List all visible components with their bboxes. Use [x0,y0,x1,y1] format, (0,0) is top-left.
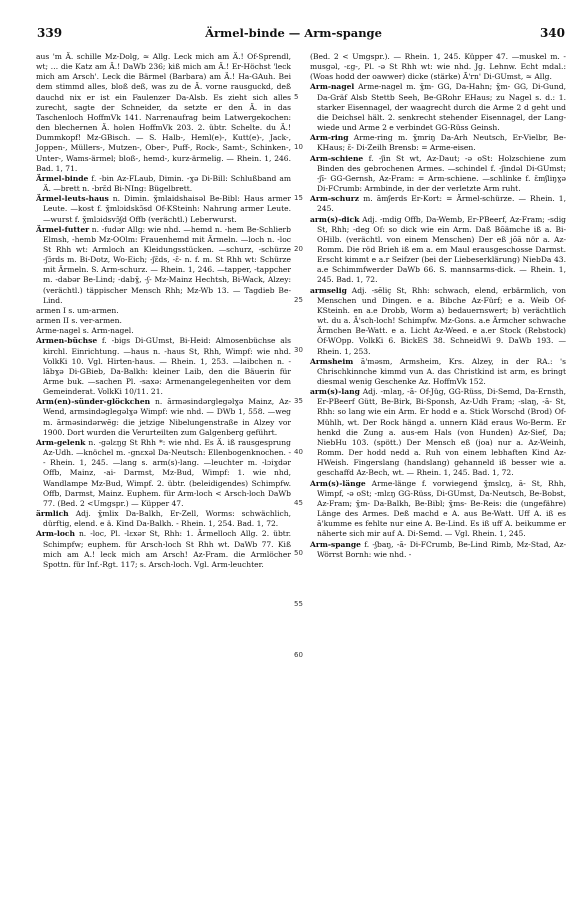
dictionary-entry [36,52,291,174]
dictionary-entry [36,194,291,224]
entry-text: aus 'm Ä. schille Mz-Dolg, ≃ Allg. Leck mich am Ä.! Of-Sprendl, wt; … die Katz am Ä.! DaWb 236; kiß mich am Ä.! Er-Höchst 'leck mich am Arsch'. Leck die Bärmel (Barbara) am Ä.! Ha-GAuh. Bei dem stimmd alles, bloß deß, was zu de Ä. vorne rausguckd, deß dauchd nix er ist ein Faulenzer Da-Alsb. Es zieht sich alles zurecht, sagte der Schneider, da setzte er den Ä. in das Taschenloch HoffmVk 141. Narrenaufrag beim Latwergekochen: den blechernen Ä. holen HoffmVk 203. 2. übtr. Schelte. du Ä.! Dummkopf! Mz-GBisch. — S. Halb-, Heml(e)-, Kutt(e)-, Jack-, Joppen-, Müllers-, Mutzen-, Ober-, Puff-, Rock-, Samt-, Schinken-, Unter-, Wams-ärmel; bloß-, hemd-, kurz-ärmelig. — Rhein. 1, 246. Bad. 1, 71. [36,52,291,173]
entry-text: n. Dimin. ɣ̄mlaidshaisəl Be-Bibl: Haus armer Leute. —kost f. ɣ̄mlɔidskɔ̄sd Of-KSteinh: Nahrung armer Leute. —wurst f. ɣ̄mlɔidsvɔ̄ʃd Offb (verächtl.) Leberwurst. [43,194,291,224]
dictionary-entry [310,133,566,153]
entry-text: Adj. -sēliç St, Rhh: schwach, elend, erbärmlich, von Menschen und Dingen. e a. Bibche Az-Fürf; e a. Weib Of-KSteinh. en a.e Drobb, Worm a) bedauernswert; b) verächtlich wt. du a. Ä'sch-loch! Schimpfw. Mz-Gons. a.e Ärmcher schwache Ärmchen Be-Watt. e a. Licht Az-Weed. e a.er Stock (Rebstock) Of-WOpp. VolkKi 6. BickES 38. SchneidWi 9. DaWb 193. — Rhein. 1, 253. [317,285,566,356]
page-number-left: 339 [37,26,63,40]
dictionary-entry [36,438,291,509]
right-column [310,52,566,560]
dictionary-entry [310,387,566,478]
dictionary-entry [36,174,291,194]
line-number: 10 [294,143,303,152]
dictionary-entry [36,326,291,336]
dictionary-entry [36,306,291,316]
entry-headword: Arm-ring [310,133,349,143]
entry-text: Adj. -mlaŋ, -ā- Of-Jüg, GG-Rüss, Di-Semd, Da-Ernsth, Er-PBeerf Gütt, Be-Birk, Bi-Sponsh, Az-Udh Fram; -slaŋ, -ā- St, Rhh: so lang wie ein Arm. Er hodd e a. Stick Worschd (Brod) Of-Mühlh, wt. Der Rock hängd a. unnern Kläd eraus Wo-Berm. Er henkd die Zung a. aus-em Hals (von Hunden) Az-Sief, Da; NiebHu 103. (spött.) Der Mensch eß (joa) nur a. Az-Weinh, Romm. Der hodd nedd a. Ruh von einem lebhaften Kind Az-HWeish. Fingerslang (handslang) gehanneld iß besser wie a. geschaffd Az-Bech, wt. — Rhein. 1, 245. Bad. 1, 72. [317,387,566,478]
entry-text: Arme-nagel m. ɣ̄m- GG, Da-Hahn; ɣ̄m- GG, Di-Gund, Da-Gräf Alsb Stettb Seeh, Be-GRohr EHaus; zu Nagel s. d.: 1. starker Eisennagel, der waagrecht durch die Arme 2 d geht und die Deichsel hält. 2. senkrecht stehender Eisennagel, der Lang-wiede und Arme 2 e verbindet GG-Rüss Geinsh. [317,82,566,133]
dictionary-entry [310,154,566,195]
entry-text: Adj. -mdig Offb, Da-Wemb, Er-PBeerf, Az-Fram; -sdig St, Rhh; -deg Of: so dick wie ein Arm. Daß Bōämche iß a. Bi-OHilb. (verächtl. von einem Menschen) Der eß jōā nör a. Az-Romm. Die röd Brieh iß em a. em Maul erausgeschosse Darmst. Erscht kimmt e a.r Seifzer (bei der Liebeserklärung) NiebDa 43. a.e Schimmfwerder DaWb 66. S. mannsarms-dick. — Rhein. 1, 245. Bad. 1, 72. [317,214,566,285]
entry-text: f. -bin Az-FLaub, Dimin. -ɣə Di-Bill: Schlußband am Ä. —brett n. -brɛ̄d Bi-NIng: Bügelbrett. [43,173,291,194]
dictionary-entry [36,529,291,570]
entry-text: f. -ʃin St wt, Az-Daut; -ə oSt: Holzschiene zum Binden des gebrochenen Armes. —schindel f. -ʃindəl Di-GUmst; -ʃī- GG-Gernsh, Az-Fram: = Arm-schiene. —schlinke f. ɛ̄mʃliŋɣə Di-FCrumb: Armbinde, in der der verletzte Arm ruht. [317,153,566,194]
entry-text: f. -bigs Di-GUmst, Bi-Heid: Almosenbüchse als kirchl. Einrichtung. —haus n. -haus St, Rhh, Wimpf: wie nhd. VolkKi 10. Vgl. Hirten-haus. — Rhein. 1, 253. —laibchen n. -lābɣə Di-GBieb, Da-Balkh: kleiner Laib, den die Bäuerin für Arme buk. —sachen Pl. -saxə: Armenangelegenheiten vor dem Gemeinderat. VolkKi 10/11. 21. [43,336,291,397]
page-number-right: 340 [539,26,565,40]
entry-headword: arm(s)-dick [310,214,360,224]
entry-text: armen II s. ver-armen. [36,316,122,326]
entry-text: armen I s. um-armen. [36,305,119,315]
left-column [36,52,291,570]
entry-text: n. ārməsindərglegəlɣə Mainz, Az-Wend, armsindəglegəlɣə Wimpf: wie nhd. — DWb 1, 558. —weg m. ārməsindərwēg: die jetzige Nibelungenstraße in Alzey vor 1900. Dort wurden die Verurteilten zum Galgenberg geführt. [43,397,291,437]
line-number: 55 [294,600,303,609]
entry-text: ā'məsm, Armsheim, Krs. Alzey, in der RA.: 's Chrischkinnche kimmd vun A. das Christkind ist arm, es bringt diesmal wenig Geschenke Az. HoffmVk 152. [317,356,566,386]
entry-headword: arm(s)-lang [310,387,360,397]
entry-text: Arme-ring m. ɣ̄mriŋ Da-Arh Neutsch, Er-Vielbr, Be-KHaus; ɛ̄- Di-Zeilh Brensb: = Arme-eisen. [317,133,566,153]
entry-text: f. -ʃbaŋ, -ā- Di-FCrumb, Be-Lind Rimb, Mz-Stad, Az-Wörrst Bornh: wie nhd. - [317,539,566,559]
entry-headword: Ärmel-leuts-haus [36,194,109,204]
entry-headword: Arm-loch [36,529,75,539]
entry-text: n. -loc, Pl. -lɛxər St, Rhh: 1. Ärmelloch Allg. 2. übtr. Schimpfw; euphem. für Arsch-loch St Rhh wt. DaWb 77. Kiß mich am A.! leck mich am Arsch! Az-Fram. die Armlöcher Spottn. für Inf.-Rgt. 117; s. Arsch-loch. Vgl. Arm-leuchter. [43,529,291,569]
page-header [0,26,587,42]
entry-headword: Arm-schiene [310,153,364,163]
entry-text: Arme-länge f. vorwiegend ɣ̄mslɛŋ, ā- St, Rhh, Wimpf, -ə oSt; -mlɛŋ GG-Rüss, Di-GUmst, Da-Neutsch, Be-Bobst, Az-Fram; ɣ̄m- Da-Balkh, Be-Bibl; ɣ̄ms- Be-Reis: die (ungefähre) Länge des Armes. Deß machd e A. aus Be-Watt. Uff A. iß es ā'kumme es fehlte nur eine A. Be-Lind. Es iß uff A. beikumme er näherte sich mir auf A. Di-Semd. — Vgl. Rhein. 1, 245. [317,478,566,539]
entry-headword: Armen-büchse [36,336,98,346]
dictionary-entry [310,286,566,357]
entry-headword: Arm-schurz [310,194,360,204]
line-number: 15 [294,194,303,203]
dictionary-entry [310,540,566,560]
running-title: Ärmel-binde — Arm-spange [205,26,382,40]
entry-text: Adj. ɣ̄mlix Da-Balkh, Er-Zell, Worms: schwächlich, dürftig, elend. e ä. Kind Da-Balkh. - Rhein. 1, 254. Bad. 1, 72. [43,509,291,529]
entry-text: (Bed. 2 < Umgspr.). — Rhein. 1, 245. Küpper 47. —muskel m. -musgəl, -ɛg-, Pl. -ə St Rhh wt: wie nhd. Jg. Lehnw. Echt mdal.: (Woas hodd der oawwer) dicke (stärke) Ā'rn' Di-GUmst, ≃ Allg. [310,52,566,82]
line-number: 60 [294,650,303,659]
line-number: 50 [294,549,303,558]
entry-headword: Arm-gelenk [36,437,86,447]
dictionary-entry [36,316,291,326]
entry-text: n. -gəlɛŋg St Rhh *: wie nhd. Es Ä. iß rausgesprung Az-Udh. —knöchel m. -gnɛxəl Da-Neutsch: Ellenbogenknochen. - - Rhein. 1, 245. —lang s. arm(s)-lang. —leuchter m. -lɔiɣdər Offb, Mainz, -ai- Darmst, Mz-Bud, Wimpf: 1. wie nhd, Wandlampe Mz-Bud, Wimpf. 2. übtr. (beleidigendes) Schimpfw. Offb, Darmst, Mainz. Euphem. für Arm-loch < Arsch-loch DaWb 77. (Bed. 2 <Umgspr.) — Küpper 47. [43,437,291,508]
dictionary-entry [310,82,566,133]
dictionary-entry [310,357,566,387]
dictionary-entry [36,397,291,438]
dictionary-entry [36,336,291,397]
entry-text: n. -fudər Allg: wie nhd. —hemd n. -hem Be-Schlierb Elmsh, -hemb Mz-OOlm: Frauenhemd mit Ärmeln. —loch n. -loc St Rhh wt: Armloch an Kleidungsstücken. —schurz, -schürze -ʃɔ̄rds m. Bi-Dotz, Wo-Eich; -ʃɛ̄ds, -ɛ̄- n. f. m. St Rhh wt: Schürze mit Ärmeln. S. Arm-schurz. — Rhein. 1, 246. —tapper, -tappcher m. -dabər Be-Lind; -dabɣ̄, -ʃ- Mz-Mainz Hechtsh, Bi-Wack, Alzey: (verächtl.) täppischer Mensch Rhh; Mz-Wb 13. — Tagdieb Be-Lind. [43,224,291,305]
entry-headword: Arm(en)-sünder-glöckchen [36,397,151,407]
line-number: 35 [294,397,303,406]
dictionary-entry [310,194,566,214]
dictionary-entry [310,215,566,286]
line-number: 30 [294,346,303,355]
entry-headword: Arm-nagel [310,82,355,92]
line-number: 20 [294,244,303,253]
line-number: 40 [294,447,303,456]
entry-headword: Armsheim [310,356,354,366]
entry-text: Arme-nagel s. Arm-nagel. [36,326,134,336]
line-number: 5 [294,92,299,101]
dictionary-entry [310,52,566,82]
entry-headword: Ärmel-binde [36,173,89,183]
entry-headword: Arm-spange [310,539,361,549]
entry-headword: ärmlich [36,509,69,519]
entry-headword: Arm(s)-länge [310,478,366,488]
entry-headword: armselig [310,285,347,295]
line-number: 45 [294,498,303,507]
entry-headword: Ärmel-futter [36,224,90,234]
dictionary-entry [36,225,291,306]
dictionary-entry [36,509,291,529]
entry-text: m. āmʃerds Er-Kort: = Ärmel-schürze. — Rhein. 1, 245. [317,194,566,214]
line-number: 25 [294,295,303,304]
dictionary-entry [310,479,566,540]
